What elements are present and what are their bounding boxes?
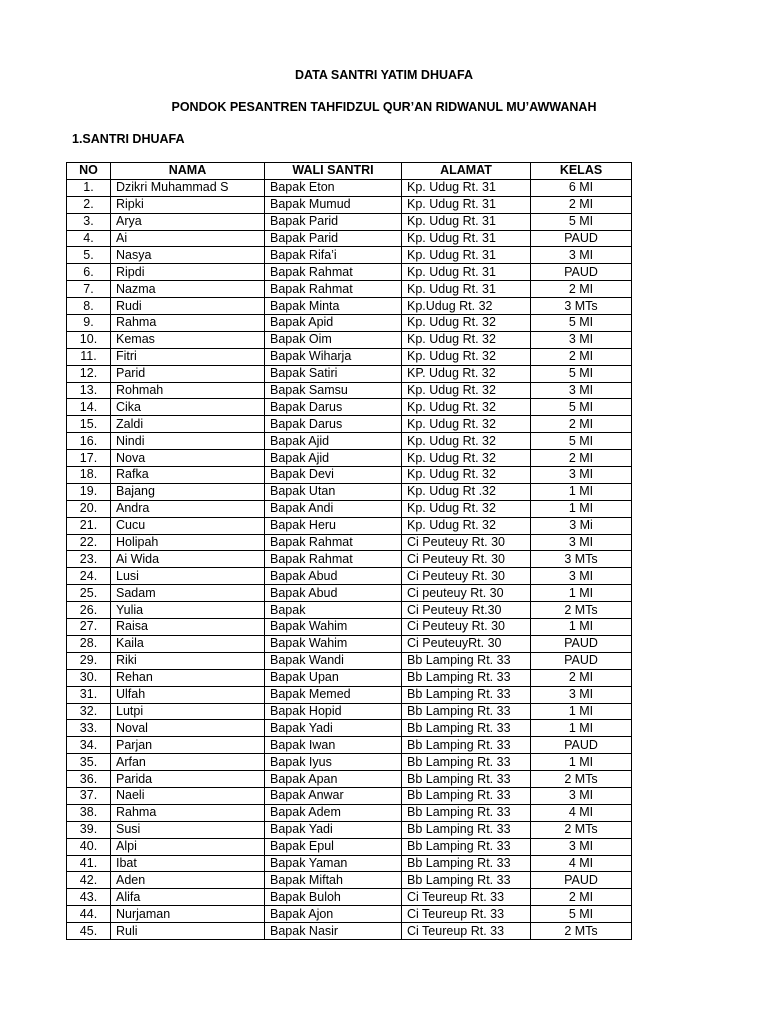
- cell-kelas: 5 MI: [531, 315, 632, 332]
- cell-wali-santri: Bapak Yadi: [265, 821, 402, 838]
- table-row: [67, 467, 632, 484]
- cell-nama: Rudi: [111, 298, 265, 315]
- cell-alamat: Bb Lamping Rt. 33: [402, 669, 531, 686]
- cell-kelas: PAUD: [531, 737, 632, 754]
- cell-nama: Kaila: [111, 635, 265, 652]
- cell-wali-santri: Bapak Oim: [265, 331, 402, 348]
- cell-kelas: PAUD: [531, 872, 632, 889]
- cell-alamat: Bb Lamping Rt. 33: [402, 737, 531, 754]
- cell-nama: Ai Wida: [111, 551, 265, 568]
- cell-alamat: Ci Peuteuy Rt. 30: [402, 619, 531, 636]
- cell-wali-santri: Bapak Darus: [265, 399, 402, 416]
- cell-alamat: Ci Teureup Rt. 33: [402, 906, 531, 923]
- table-row: [67, 517, 632, 534]
- table-row: [67, 652, 632, 669]
- cell-nama: Rafka: [111, 467, 265, 484]
- cell-alamat: Kp. Udug Rt. 32: [402, 348, 531, 365]
- cell-no: 40.: [67, 838, 111, 855]
- cell-no: 7.: [67, 281, 111, 298]
- cell-nama: Holipah: [111, 534, 265, 551]
- cell-wali-santri: Bapak Darus: [265, 416, 402, 433]
- cell-wali-santri: Bapak Mumud: [265, 196, 402, 213]
- cell-alamat: Bb Lamping Rt. 33: [402, 838, 531, 855]
- cell-kelas: PAUD: [531, 652, 632, 669]
- cell-kelas: PAUD: [531, 230, 632, 247]
- cell-nama: Fitri: [111, 348, 265, 365]
- cell-alamat: Kp. Udug Rt. 31: [402, 230, 531, 247]
- cell-no: 21.: [67, 517, 111, 534]
- table-row: [67, 331, 632, 348]
- cell-wali-santri: Bapak Ajon: [265, 906, 402, 923]
- cell-no: 28.: [67, 635, 111, 652]
- cell-wali-santri: Bapak Wandi: [265, 652, 402, 669]
- cell-kelas: 3 Mi: [531, 517, 632, 534]
- cell-wali-santri: Bapak Wahim: [265, 619, 402, 636]
- cell-nama: Cika: [111, 399, 265, 416]
- table-row: [67, 179, 632, 196]
- cell-kelas: 5 MI: [531, 365, 632, 382]
- cell-kelas: 5 MI: [531, 433, 632, 450]
- cell-nama: Nova: [111, 450, 265, 467]
- cell-nama: Ai: [111, 230, 265, 247]
- cell-kelas: 1 MI: [531, 585, 632, 602]
- cell-wali-santri: Bapak Rahmat: [265, 534, 402, 551]
- cell-wali-santri: Bapak Ajid: [265, 433, 402, 450]
- cell-kelas: 4 MI: [531, 855, 632, 872]
- cell-nama: Nasya: [111, 247, 265, 264]
- cell-wali-santri: Bapak Nasir: [265, 923, 402, 940]
- cell-wali-santri: Bapak Yadi: [265, 720, 402, 737]
- table-row: [67, 551, 632, 568]
- cell-no: 6.: [67, 264, 111, 281]
- cell-alamat: Bb Lamping Rt. 33: [402, 720, 531, 737]
- cell-nama: Ulfah: [111, 686, 265, 703]
- cell-wali-santri: Bapak Iwan: [265, 737, 402, 754]
- cell-alamat: Ci Teureup Rt. 33: [402, 923, 531, 940]
- table-row: [67, 230, 632, 247]
- cell-alamat: Bb Lamping Rt. 33: [402, 804, 531, 821]
- cell-kelas: 2 MI: [531, 889, 632, 906]
- table-row: [67, 787, 632, 804]
- table-row: [67, 450, 632, 467]
- cell-wali-santri: Bapak Satiri: [265, 365, 402, 382]
- cell-no: 22.: [67, 534, 111, 551]
- cell-nama: Aden: [111, 872, 265, 889]
- cell-alamat: Ci PeuteuyRt. 30: [402, 635, 531, 652]
- cell-alamat: Kp. Udug Rt. 32: [402, 467, 531, 484]
- cell-no: 43.: [67, 889, 111, 906]
- header-nama: NAMA: [111, 163, 265, 180]
- cell-alamat: Kp. Udug Rt. 32: [402, 399, 531, 416]
- table-row: [67, 382, 632, 399]
- cell-nama: Ripki: [111, 196, 265, 213]
- cell-no: 45.: [67, 923, 111, 940]
- cell-wali-santri: Bapak Utan: [265, 483, 402, 500]
- cell-kelas: 2 MTs: [531, 923, 632, 940]
- cell-kelas: 3 MTs: [531, 551, 632, 568]
- cell-no: 25.: [67, 585, 111, 602]
- cell-no: 44.: [67, 906, 111, 923]
- cell-no: 15.: [67, 416, 111, 433]
- cell-no: 12.: [67, 365, 111, 382]
- cell-wali-santri: Bapak Rahmat: [265, 281, 402, 298]
- cell-kelas: PAUD: [531, 635, 632, 652]
- cell-kelas: 3 MI: [531, 838, 632, 855]
- cell-no: 17.: [67, 450, 111, 467]
- table-row: [67, 804, 632, 821]
- cell-alamat: Ci Teureup Rt. 33: [402, 889, 531, 906]
- cell-no: 32.: [67, 703, 111, 720]
- cell-kelas: 3 MTs: [531, 298, 632, 315]
- cell-alamat: Kp. Udug Rt. 32: [402, 517, 531, 534]
- cell-alamat: Ci Peuteuy Rt. 30: [402, 551, 531, 568]
- cell-alamat: Kp. Udug Rt. 31: [402, 247, 531, 264]
- table-row: [67, 737, 632, 754]
- cell-no: 11.: [67, 348, 111, 365]
- header-wali-santri: WALI SANTRI: [265, 163, 402, 180]
- cell-nama: Dzikri Muhammad S: [111, 179, 265, 196]
- table-row: [67, 838, 632, 855]
- cell-wali-santri: Bapak Iyus: [265, 754, 402, 771]
- cell-wali-santri: Bapak Heru: [265, 517, 402, 534]
- cell-no: 19.: [67, 483, 111, 500]
- cell-wali-santri: Bapak Parid: [265, 213, 402, 230]
- cell-alamat: Kp. Udug Rt. 31: [402, 196, 531, 213]
- cell-nama: Sadam: [111, 585, 265, 602]
- cell-wali-santri: Bapak Wahim: [265, 635, 402, 652]
- table-row: [67, 365, 632, 382]
- cell-nama: Nurjaman: [111, 906, 265, 923]
- table-row: [67, 872, 632, 889]
- cell-no: 4.: [67, 230, 111, 247]
- cell-kelas: 3 MI: [531, 787, 632, 804]
- cell-wali-santri: Bapak Rahmat: [265, 551, 402, 568]
- cell-wali-santri: Bapak Devi: [265, 467, 402, 484]
- table-row: [67, 855, 632, 872]
- cell-no: 41.: [67, 855, 111, 872]
- cell-kelas: 5 MI: [531, 906, 632, 923]
- cell-nama: Ripdi: [111, 264, 265, 281]
- cell-no: 30.: [67, 669, 111, 686]
- santri-table: [66, 162, 632, 940]
- table-row: [67, 433, 632, 450]
- cell-no: 23.: [67, 551, 111, 568]
- cell-alamat: Ci Peuteuy Rt. 30: [402, 534, 531, 551]
- cell-no: 35.: [67, 754, 111, 771]
- cell-nama: Rehan: [111, 669, 265, 686]
- cell-nama: Arfan: [111, 754, 265, 771]
- table-row: [67, 771, 632, 788]
- cell-no: 33.: [67, 720, 111, 737]
- cell-wali-santri: Bapak Wiharja: [265, 348, 402, 365]
- table-row: [67, 923, 632, 940]
- cell-alamat: Bb Lamping Rt. 33: [402, 686, 531, 703]
- table-row: [67, 534, 632, 551]
- cell-no: 29.: [67, 652, 111, 669]
- cell-nama: Kemas: [111, 331, 265, 348]
- cell-kelas: 1 MI: [531, 703, 632, 720]
- table-row: [67, 602, 632, 619]
- cell-kelas: 3 MI: [531, 247, 632, 264]
- cell-alamat: Bb Lamping Rt. 33: [402, 771, 531, 788]
- cell-wali-santri: Bapak Samsu: [265, 382, 402, 399]
- cell-nama: Parjan: [111, 737, 265, 754]
- table-row: [67, 720, 632, 737]
- table-row: [67, 585, 632, 602]
- cell-nama: Lutpi: [111, 703, 265, 720]
- cell-kelas: 3 MI: [531, 382, 632, 399]
- cell-kelas: 3 MI: [531, 534, 632, 551]
- cell-nama: Nindi: [111, 433, 265, 450]
- cell-nama: Parida: [111, 771, 265, 788]
- cell-no: 36.: [67, 771, 111, 788]
- cell-wali-santri: Bapak Abud: [265, 568, 402, 585]
- cell-nama: Raisa: [111, 619, 265, 636]
- cell-wali-santri: Bapak Abud: [265, 585, 402, 602]
- cell-nama: Nazma: [111, 281, 265, 298]
- cell-wali-santri: Bapak Apan: [265, 771, 402, 788]
- cell-no: 20.: [67, 500, 111, 517]
- cell-nama: Zaldi: [111, 416, 265, 433]
- cell-kelas: 2 MTs: [531, 602, 632, 619]
- cell-no: 18.: [67, 467, 111, 484]
- cell-wali-santri: Bapak Ajid: [265, 450, 402, 467]
- table-row: [67, 619, 632, 636]
- cell-alamat: Bb Lamping Rt. 33: [402, 703, 531, 720]
- cell-kelas: 5 MI: [531, 213, 632, 230]
- table-row: [67, 703, 632, 720]
- cell-no: 38.: [67, 804, 111, 821]
- cell-no: 26.: [67, 602, 111, 619]
- cell-no: 13.: [67, 382, 111, 399]
- table-body: [67, 179, 632, 939]
- cell-alamat: KP. Udug Rt. 32: [402, 365, 531, 382]
- cell-alamat: Kp. Udug Rt. 32: [402, 382, 531, 399]
- cell-alamat: Kp. Udug Rt. 32: [402, 433, 531, 450]
- cell-alamat: Ci Peuteuy Rt. 30: [402, 568, 531, 585]
- header-kelas: KELAS: [531, 163, 632, 180]
- table-row: [67, 416, 632, 433]
- cell-alamat: Kp. Udug Rt. 32: [402, 416, 531, 433]
- cell-alamat: Bb Lamping Rt. 33: [402, 787, 531, 804]
- cell-wali-santri: Bapak Buloh: [265, 889, 402, 906]
- cell-alamat: Kp. Udug Rt. 32: [402, 500, 531, 517]
- cell-wali-santri: Bapak Rifa’i: [265, 247, 402, 264]
- cell-nama: Ibat: [111, 855, 265, 872]
- cell-alamat: Bb Lamping Rt. 33: [402, 855, 531, 872]
- cell-wali-santri: Bapak Hopid: [265, 703, 402, 720]
- cell-nama: Rahma: [111, 315, 265, 332]
- cell-alamat: Kp. Udug Rt. 32: [402, 315, 531, 332]
- cell-wali-santri: Bapak Epul: [265, 838, 402, 855]
- cell-kelas: 6 MI: [531, 179, 632, 196]
- cell-nama: Riki: [111, 652, 265, 669]
- table-row: [67, 821, 632, 838]
- cell-wali-santri: Bapak Apid: [265, 315, 402, 332]
- cell-kelas: PAUD: [531, 264, 632, 281]
- cell-alamat: Kp. Udug Rt. 32: [402, 450, 531, 467]
- cell-alamat: Bb Lamping Rt. 33: [402, 872, 531, 889]
- cell-nama: Bajang: [111, 483, 265, 500]
- cell-wali-santri: Bapak Adem: [265, 804, 402, 821]
- cell-alamat: Kp. Udug Rt. 31: [402, 264, 531, 281]
- cell-kelas: 3 MI: [531, 331, 632, 348]
- cell-nama: Andra: [111, 500, 265, 517]
- cell-wali-santri: Bapak Andi: [265, 500, 402, 517]
- table-row: [67, 213, 632, 230]
- cell-nama: Yulia: [111, 602, 265, 619]
- table-row: [67, 247, 632, 264]
- table-row: [67, 264, 632, 281]
- cell-kelas: 2 MI: [531, 450, 632, 467]
- cell-nama: Alifa: [111, 889, 265, 906]
- table-row: [67, 196, 632, 213]
- document-title: DATA SANTRI YATIM DHUAFA: [294, 68, 473, 82]
- cell-kelas: 1 MI: [531, 720, 632, 737]
- table-row: [67, 399, 632, 416]
- cell-wali-santri: Bapak Upan: [265, 669, 402, 686]
- table-row: [67, 298, 632, 315]
- cell-kelas: 2 MI: [531, 416, 632, 433]
- cell-kelas: 4 MI: [531, 804, 632, 821]
- cell-kelas: 1 MI: [531, 754, 632, 771]
- table-row: [67, 889, 632, 906]
- cell-no: 8.: [67, 298, 111, 315]
- cell-alamat: Bb Lamping Rt. 33: [402, 821, 531, 838]
- cell-no: 42.: [67, 872, 111, 889]
- section-heading: 1.SANTRI DHUAFA: [72, 132, 185, 146]
- table-row: [67, 348, 632, 365]
- cell-alamat: Kp. Udug Rt. 31: [402, 281, 531, 298]
- cell-kelas: 2 MI: [531, 348, 632, 365]
- cell-kelas: 1 MI: [531, 483, 632, 500]
- cell-kelas: 3 MI: [531, 686, 632, 703]
- cell-wali-santri: Bapak Minta: [265, 298, 402, 315]
- table-row: [67, 754, 632, 771]
- cell-no: 5.: [67, 247, 111, 264]
- table-row: [67, 483, 632, 500]
- cell-nama: Noval: [111, 720, 265, 737]
- header-alamat: ALAMAT: [402, 163, 531, 180]
- cell-kelas: 2 MI: [531, 196, 632, 213]
- cell-nama: Cucu: [111, 517, 265, 534]
- cell-no: 9.: [67, 315, 111, 332]
- cell-no: 37.: [67, 787, 111, 804]
- cell-kelas: 2 MI: [531, 281, 632, 298]
- table-row: [67, 500, 632, 517]
- cell-no: 2.: [67, 196, 111, 213]
- cell-alamat: Bb Lamping Rt. 33: [402, 754, 531, 771]
- cell-wali-santri: Bapak Memed: [265, 686, 402, 703]
- cell-no: 16.: [67, 433, 111, 450]
- cell-alamat: Ci Peuteuy Rt.30: [402, 602, 531, 619]
- cell-kelas: 2 MTs: [531, 771, 632, 788]
- cell-nama: Ruli: [111, 923, 265, 940]
- cell-kelas: 2 MI: [531, 669, 632, 686]
- cell-alamat: Kp. Udug Rt. 31: [402, 179, 531, 196]
- cell-wali-santri: Bapak Yaman: [265, 855, 402, 872]
- table-row: [67, 686, 632, 703]
- cell-kelas: 1 MI: [531, 619, 632, 636]
- cell-no: 24.: [67, 568, 111, 585]
- cell-wali-santri: Bapak: [265, 602, 402, 619]
- table-header-row: [67, 163, 632, 180]
- cell-nama: Lusi: [111, 568, 265, 585]
- cell-alamat: Ci peuteuy Rt. 30: [402, 585, 531, 602]
- cell-wali-santri: Bapak Miftah: [265, 872, 402, 889]
- cell-nama: Naeli: [111, 787, 265, 804]
- table-row: [67, 635, 632, 652]
- table-row: [67, 281, 632, 298]
- cell-nama: Rahma: [111, 804, 265, 821]
- cell-no: 10.: [67, 331, 111, 348]
- table-row: [67, 315, 632, 332]
- cell-alamat: Bb Lamping Rt. 33: [402, 652, 531, 669]
- cell-no: 39.: [67, 821, 111, 838]
- cell-no: 1.: [67, 179, 111, 196]
- cell-nama: Susi: [111, 821, 265, 838]
- cell-wali-santri: Bapak Rahmat: [265, 264, 402, 281]
- cell-nama: Rohmah: [111, 382, 265, 399]
- cell-kelas: 5 MI: [531, 399, 632, 416]
- cell-alamat: Kp. Udug Rt. 31: [402, 213, 531, 230]
- cell-wali-santri: Bapak Parid: [265, 230, 402, 247]
- cell-no: 3.: [67, 213, 111, 230]
- cell-alamat: Kp. Udug Rt. 32: [402, 331, 531, 348]
- cell-wali-santri: Bapak Anwar: [265, 787, 402, 804]
- cell-kelas: 3 MI: [531, 568, 632, 585]
- cell-alamat: Kp.Udug Rt. 32: [402, 298, 531, 315]
- cell-no: 31.: [67, 686, 111, 703]
- cell-nama: Arya: [111, 213, 265, 230]
- cell-kelas: 2 MTs: [531, 821, 632, 838]
- cell-no: 34.: [67, 737, 111, 754]
- table-row: [67, 906, 632, 923]
- table-row: [67, 669, 632, 686]
- cell-no: 14.: [67, 399, 111, 416]
- cell-no: 27.: [67, 619, 111, 636]
- cell-nama: Parid: [111, 365, 265, 382]
- cell-alamat: Kp. Udug Rt .32: [402, 483, 531, 500]
- document-subtitle: PONDOK PESANTREN TAHFIDZUL QUR’AN RIDWANUL MU’AWWANAH: [171, 100, 597, 114]
- cell-wali-santri: Bapak Eton: [265, 179, 402, 196]
- header-no: NO: [67, 163, 111, 180]
- cell-nama: Alpi: [111, 838, 265, 855]
- cell-kelas: 3 MI: [531, 467, 632, 484]
- table-row: [67, 568, 632, 585]
- cell-kelas: 1 MI: [531, 500, 632, 517]
